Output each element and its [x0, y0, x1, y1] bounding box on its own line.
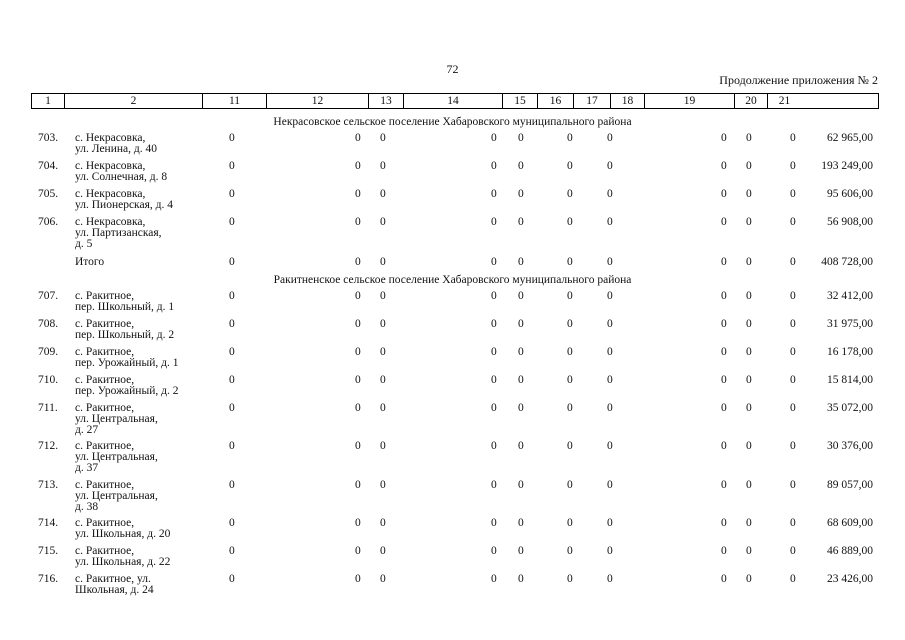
cell-c12: 0	[355, 188, 361, 200]
cell-c19: 0	[746, 545, 752, 557]
cell-c16: 0	[567, 188, 573, 200]
cell-c11: 0	[229, 346, 235, 358]
row-address: с. Некрасовка, ул. Партизанская, д. 5	[75, 216, 162, 250]
cell-c15: 0	[518, 216, 524, 228]
cell-c19: 0	[746, 256, 752, 268]
cell-c18: 0	[721, 517, 727, 529]
cell-c15: 0	[518, 132, 524, 144]
cell-c13: 0	[380, 256, 386, 268]
cell-c17: 0	[607, 346, 613, 358]
cell-c14: 0	[491, 132, 497, 144]
cell-c14: 0	[491, 545, 497, 557]
cell-c12: 0	[355, 517, 361, 529]
cell-c12: 0	[355, 374, 361, 386]
cell-c19: 0	[746, 573, 752, 585]
cell-c16: 0	[567, 346, 573, 358]
row-number: 703.	[38, 132, 59, 144]
cell-c13: 0	[380, 479, 386, 491]
cell-c21: 15 814,00	[827, 374, 873, 386]
cell-c14: 0	[491, 318, 497, 330]
row-number: 710.	[38, 374, 59, 386]
row-number: 711.	[38, 402, 58, 414]
cell-c15: 0	[518, 188, 524, 200]
cell-c20: 0	[790, 479, 796, 491]
cell-c14: 0	[491, 256, 497, 268]
cell-c16: 0	[567, 374, 573, 386]
row-number: 712.	[38, 440, 59, 452]
cell-c18: 0	[721, 318, 727, 330]
cell-c20: 0	[790, 346, 796, 358]
cell-c18: 0	[721, 479, 727, 491]
cell-c11: 0	[229, 188, 235, 200]
cell-c12: 0	[355, 573, 361, 585]
continuation-note: Продолжение приложения № 2	[719, 73, 878, 87]
cell-c14: 0	[491, 160, 497, 172]
cell-c11: 0	[229, 132, 235, 144]
cell-c21: 56 908,00	[827, 216, 873, 228]
row-address: с. Ракитное, ул. Школьная, д. 22	[75, 545, 171, 568]
cell-c15: 0	[518, 374, 524, 386]
cell-c18: 0	[721, 573, 727, 585]
cell-c13: 0	[380, 440, 386, 452]
cell-c19: 0	[746, 402, 752, 414]
cell-c15: 0	[518, 160, 524, 172]
cell-c13: 0	[380, 132, 386, 144]
cell-c11: 0	[229, 545, 235, 557]
cell-c19: 0	[746, 290, 752, 302]
cell-c12: 0	[355, 346, 361, 358]
row-address: с. Ракитное, ул. Центральная, д. 37	[75, 440, 158, 474]
cell-c11: 0	[229, 479, 235, 491]
cell-c15: 0	[518, 573, 524, 585]
cell-c17: 0	[607, 402, 613, 414]
cell-c15: 0	[518, 545, 524, 557]
row-address: с. Ракитное, ул. Школьная, д. 24	[75, 573, 154, 596]
row-number: 704.	[38, 160, 59, 172]
cell-c19: 0	[746, 517, 752, 529]
cell-c11: 0	[229, 517, 235, 529]
row-address: Итого	[75, 256, 105, 268]
cell-c11: 0	[229, 256, 235, 268]
cell-c20: 0	[790, 517, 796, 529]
cell-c21: 35 072,00	[827, 402, 873, 414]
cell-c20: 0	[790, 402, 796, 414]
cell-c11: 0	[229, 318, 235, 330]
cell-c21: 16 178,00	[827, 346, 873, 358]
cell-c15: 0	[518, 479, 524, 491]
cell-c13: 0	[380, 346, 386, 358]
cell-c17: 0	[607, 318, 613, 330]
cell-c11: 0	[229, 402, 235, 414]
cell-c18: 0	[721, 545, 727, 557]
cell-c15: 0	[518, 346, 524, 358]
cell-c18: 0	[721, 346, 727, 358]
cell-c14: 0	[491, 346, 497, 358]
cell-c18: 0	[721, 402, 727, 414]
header-col-14: 14	[403, 94, 502, 108]
cell-c18: 0	[721, 160, 727, 172]
cell-c13: 0	[380, 517, 386, 529]
cell-c13: 0	[380, 318, 386, 330]
cell-c17: 0	[607, 374, 613, 386]
cell-c12: 0	[355, 318, 361, 330]
row-address: с. Ракитное, ул. Школьная, д. 20	[75, 517, 171, 540]
cell-c19: 0	[746, 479, 752, 491]
header-col-2: 2	[64, 94, 202, 108]
header-col-11: 11	[202, 94, 266, 108]
cell-c11: 0	[229, 290, 235, 302]
cell-c16: 0	[567, 160, 573, 172]
cell-c19: 0	[746, 346, 752, 358]
cell-c19: 0	[746, 440, 752, 452]
cell-c16: 0	[567, 132, 573, 144]
cell-c15: 0	[518, 290, 524, 302]
header-col-21: 21	[767, 94, 801, 108]
cell-c13: 0	[380, 545, 386, 557]
cell-c11: 0	[229, 573, 235, 585]
header-col-1: 1	[45, 95, 51, 107]
cell-c11: 0	[229, 160, 235, 172]
header-col-12: 12	[266, 94, 368, 108]
cell-c15: 0	[518, 256, 524, 268]
row-address: с. Некрасовка, ул. Солнечная, д. 8	[75, 160, 168, 183]
cell-c12: 0	[355, 132, 361, 144]
cell-c12: 0	[355, 545, 361, 557]
header-col-16: 16	[537, 94, 573, 108]
row-address: с. Ракитное, пер. Школьный, д. 1	[75, 290, 175, 313]
row-number: 707.	[38, 290, 59, 302]
cell-c12: 0	[355, 160, 361, 172]
cell-c20: 0	[790, 545, 796, 557]
cell-c16: 0	[567, 256, 573, 268]
cell-c12: 0	[355, 290, 361, 302]
cell-c19: 0	[746, 160, 752, 172]
cell-c18: 0	[721, 132, 727, 144]
header-col-17: 17	[573, 94, 610, 108]
cell-c14: 0	[491, 188, 497, 200]
cell-c18: 0	[721, 374, 727, 386]
cell-c19: 0	[746, 216, 752, 228]
cell-c18: 0	[721, 290, 727, 302]
cell-c21: 62 965,00	[827, 132, 873, 144]
cell-c14: 0	[491, 290, 497, 302]
page-number: 72	[446, 62, 459, 76]
header-col-15: 15	[502, 94, 537, 108]
cell-c17: 0	[607, 517, 613, 529]
cell-c14: 0	[491, 479, 497, 491]
cell-c12: 0	[355, 479, 361, 491]
cell-c15: 0	[518, 440, 524, 452]
cell-c17: 0	[607, 188, 613, 200]
row-number: 716.	[38, 573, 59, 585]
section-title: Некрасовское сельское поселение Хабаровского муниципального района	[273, 116, 632, 128]
cell-c18: 0	[721, 216, 727, 228]
cell-c11: 0	[229, 440, 235, 452]
cell-c21: 23 426,00	[827, 573, 873, 585]
cell-c20: 0	[790, 318, 796, 330]
row-number: 709.	[38, 346, 59, 358]
row-address: с. Ракитное, ул. Центральная, д. 27	[75, 402, 158, 436]
row-number: 706.	[38, 216, 59, 228]
cell-c16: 0	[567, 290, 573, 302]
cell-c16: 0	[567, 545, 573, 557]
row-address: с. Ракитное, пер. Урожайный, д. 2	[75, 374, 179, 397]
row-address: с. Ракитное, пер. Урожайный, д. 1	[75, 346, 179, 369]
cell-c12: 0	[355, 402, 361, 414]
cell-c17: 0	[607, 479, 613, 491]
cell-c12: 0	[355, 256, 361, 268]
cell-c17: 0	[607, 256, 613, 268]
cell-c12: 0	[355, 440, 361, 452]
cell-c16: 0	[567, 517, 573, 529]
header-col-13: 13	[368, 94, 403, 108]
cell-c19: 0	[746, 318, 752, 330]
cell-c16: 0	[567, 318, 573, 330]
cell-c21: 193 249,00	[821, 160, 873, 172]
cell-c18: 0	[721, 188, 727, 200]
cell-c20: 0	[790, 188, 796, 200]
cell-c13: 0	[380, 573, 386, 585]
cell-c11: 0	[229, 216, 235, 228]
cell-c17: 0	[607, 573, 613, 585]
table-header	[31, 93, 879, 109]
header-col-19: 19	[644, 94, 734, 108]
cell-c20: 0	[790, 374, 796, 386]
cell-c16: 0	[567, 479, 573, 491]
cell-c12: 0	[355, 216, 361, 228]
cell-c13: 0	[380, 290, 386, 302]
row-address: с. Некрасовка, ул. Пионерская, д. 4	[75, 188, 173, 211]
cell-c21: 89 057,00	[827, 479, 873, 491]
cell-c14: 0	[491, 517, 497, 529]
cell-c21: 32 412,00	[827, 290, 873, 302]
cell-c21: 68 609,00	[827, 517, 873, 529]
cell-c15: 0	[518, 517, 524, 529]
cell-c17: 0	[607, 160, 613, 172]
cell-c20: 0	[790, 216, 796, 228]
cell-c15: 0	[518, 402, 524, 414]
cell-c20: 0	[790, 440, 796, 452]
cell-c17: 0	[607, 440, 613, 452]
header-col-18: 18	[610, 94, 644, 108]
cell-c13: 0	[380, 402, 386, 414]
cell-c20: 0	[790, 132, 796, 144]
row-number: 708.	[38, 318, 59, 330]
cell-c20: 0	[790, 160, 796, 172]
cell-c16: 0	[567, 573, 573, 585]
cell-c15: 0	[518, 318, 524, 330]
cell-c16: 0	[567, 440, 573, 452]
row-address: с. Ракитное, ул. Центральная, д. 38	[75, 479, 158, 513]
cell-c20: 0	[790, 573, 796, 585]
cell-c14: 0	[491, 374, 497, 386]
cell-c13: 0	[380, 374, 386, 386]
cell-c16: 0	[567, 216, 573, 228]
cell-c21: 408 728,00	[821, 256, 873, 268]
cell-c17: 0	[607, 545, 613, 557]
cell-c19: 0	[746, 374, 752, 386]
cell-c14: 0	[491, 440, 497, 452]
cell-c19: 0	[746, 188, 752, 200]
cell-c17: 0	[607, 132, 613, 144]
cell-c19: 0	[746, 132, 752, 144]
cell-c13: 0	[380, 188, 386, 200]
cell-c18: 0	[721, 440, 727, 452]
header-col-20: 20	[734, 94, 767, 108]
cell-c17: 0	[607, 290, 613, 302]
cell-c14: 0	[491, 573, 497, 585]
row-address: с. Некрасовка, ул. Ленина, д. 40	[75, 132, 157, 155]
cell-c11: 0	[229, 374, 235, 386]
row-address: с. Ракитное, пер. Школьный, д. 2	[75, 318, 175, 341]
cell-c13: 0	[380, 160, 386, 172]
cell-c18: 0	[721, 256, 727, 268]
cell-c21: 46 889,00	[827, 545, 873, 557]
row-number: 714.	[38, 517, 59, 529]
cell-c20: 0	[790, 256, 796, 268]
row-number: 715.	[38, 545, 59, 557]
cell-c21: 30 376,00	[827, 440, 873, 452]
cell-c21: 31 975,00	[827, 318, 873, 330]
cell-c21: 95 606,00	[827, 188, 873, 200]
cell-c14: 0	[491, 216, 497, 228]
cell-c20: 0	[790, 290, 796, 302]
cell-c13: 0	[380, 216, 386, 228]
section-title: Ракитненское сельское поселение Хабаровского муниципального района	[273, 274, 632, 286]
row-number: 705.	[38, 188, 59, 200]
cell-c14: 0	[491, 402, 497, 414]
cell-c17: 0	[607, 216, 613, 228]
cell-c16: 0	[567, 402, 573, 414]
row-number: 713.	[38, 479, 59, 491]
